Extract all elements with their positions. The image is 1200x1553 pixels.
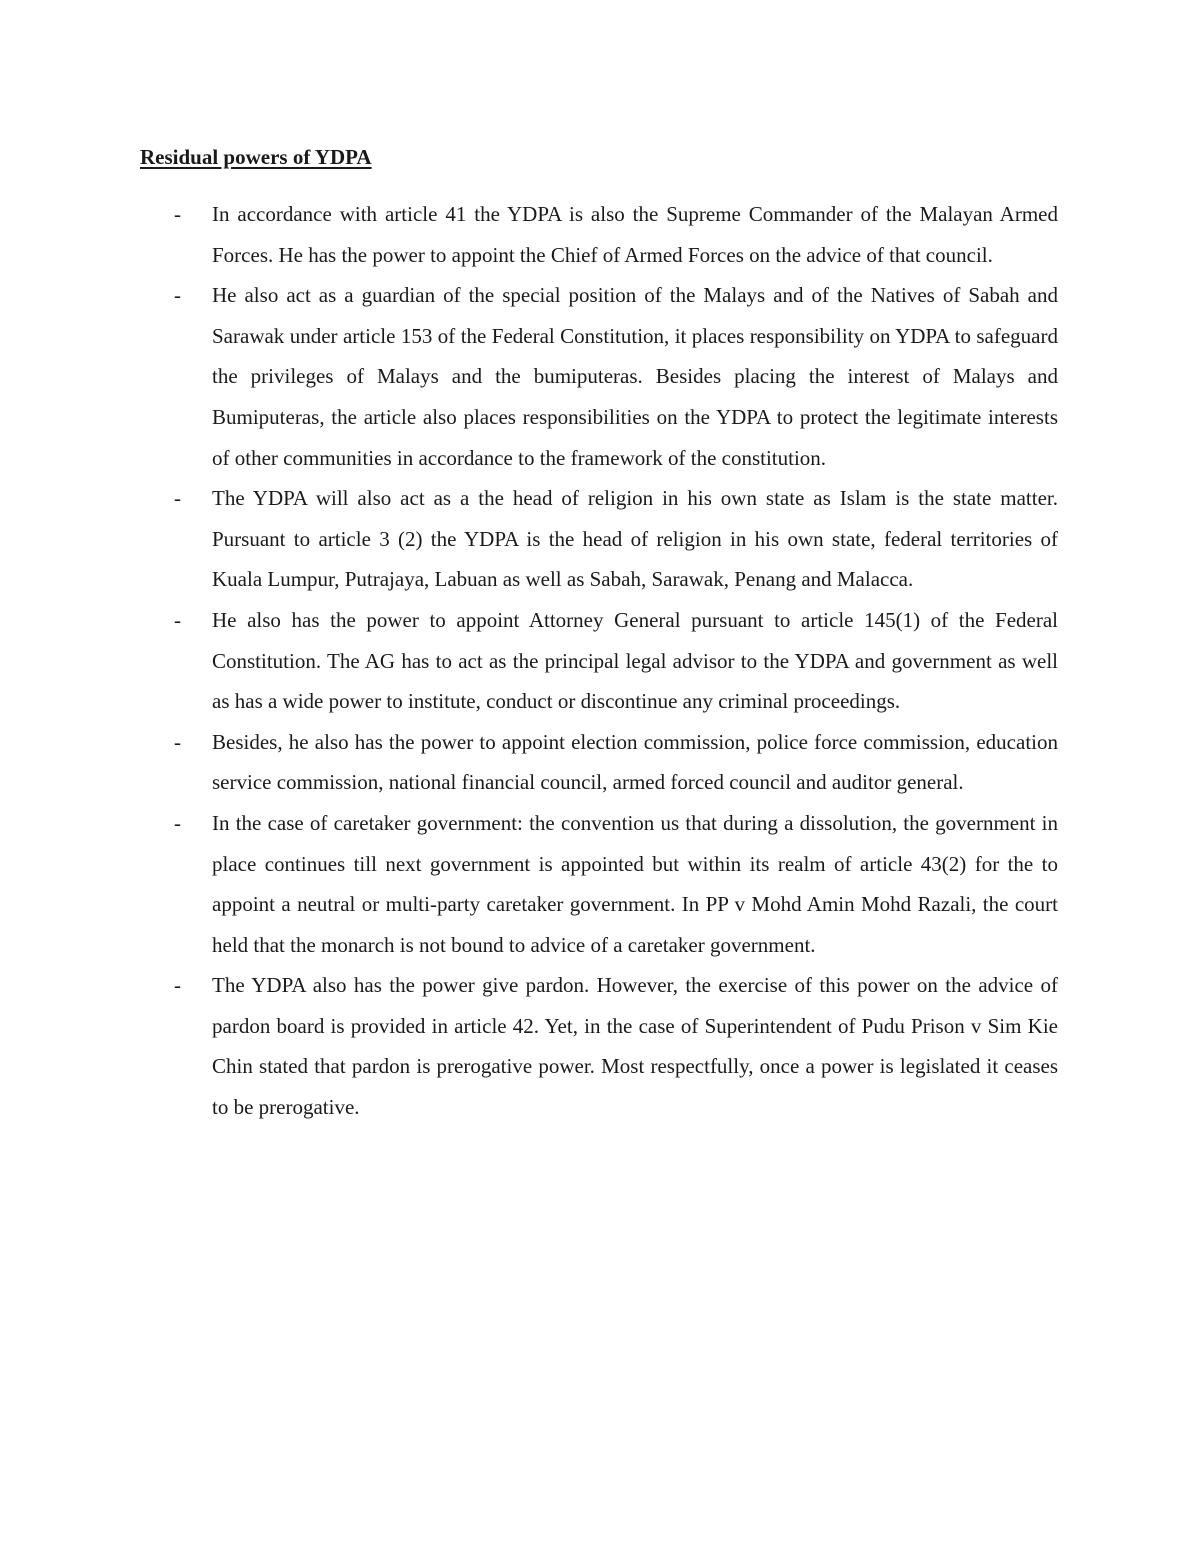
list-item-text: He also has the power to appoint Attorney General pursuant to article 145(1) of the Federal Constitution. The AG has to act as the principal legal advisor to the YDPA and government as well as has a wide power to institute, conduct or discontinue any criminal proceedings. — [212, 607, 1058, 714]
list-item — [140, 194, 1058, 275]
list-item-text: In the case of caretaker government: the convention us that during a dissolution, the government in place continues till next government is appointed but within its realm of article 43(2) for the to appoint a neutral or multi-party caretaker government. In PP v Mohd Amin Mohd Razali, the court held that the monarch is not bound to advice of a caretaker government. — [212, 810, 1058, 957]
list-item — [140, 803, 1058, 965]
bullet-dash: - — [174, 607, 181, 632]
bullet-dash: - — [174, 486, 181, 511]
list-item — [140, 722, 1058, 803]
bullet-dash: - — [174, 202, 181, 226]
bullet-dash: - — [174, 729, 181, 754]
list-item — [140, 600, 1058, 722]
list-item — [140, 965, 1058, 1127]
document-heading: Residual powers of YDPA — [140, 145, 372, 169]
list-item-text: Besides, he also has the power to appoint election commission, police force commission, education service commission, national financial council, armed forced council and auditor general. — [212, 729, 1058, 795]
bullet-dash: - — [174, 283, 181, 308]
list-item-text: The YDPA will also act as a the head of religion in his own state as Islam is the state matter. Pursuant to article 3 (2) the YDPA is the head of religion in his own state, federal territories of Kuala Lumpur, Putrajaya, Labuan as well as Sabah, Sarawak, Penang and Malacca. — [212, 486, 1058, 592]
list-item — [140, 275, 1058, 478]
list-item-text: The YDPA also has the power give pardon. However, the exercise of this power on the advice of pardon board is provided in article 42. Yet, in the case of Superintendent of Pudu Prison v Sim Kie Chin stated that pardon is prerogative power. Most respectfully, once a power is legislated it ceases to be prerogative. — [212, 973, 1058, 1120]
bullet-dash: - — [174, 810, 181, 835]
list-item — [140, 478, 1058, 600]
list-item-text: He also act as a guardian of the special position of the Malays and of the Natives of Sabah and Sarawak under article 153 of the Federal Constitution, it places responsibility on YDPA to safeguard the privileges of Malays and the bumiputeras. Besides placing the interest of Malays and Bumiputeras, the article also places responsibilities on the YDPA to protect the legitimate interests of other communities in accordance to the framework of the constitution. — [212, 283, 1058, 470]
list-item-text: In accordance with article 41 the YDPA is also the Supreme Commander of the Malayan Armed Forces. He has the power to appoint the Chief of Armed Forces on the advice of that council. — [212, 202, 1058, 267]
bullet-dash: - — [174, 973, 181, 998]
powers-list — [140, 194, 1058, 1128]
